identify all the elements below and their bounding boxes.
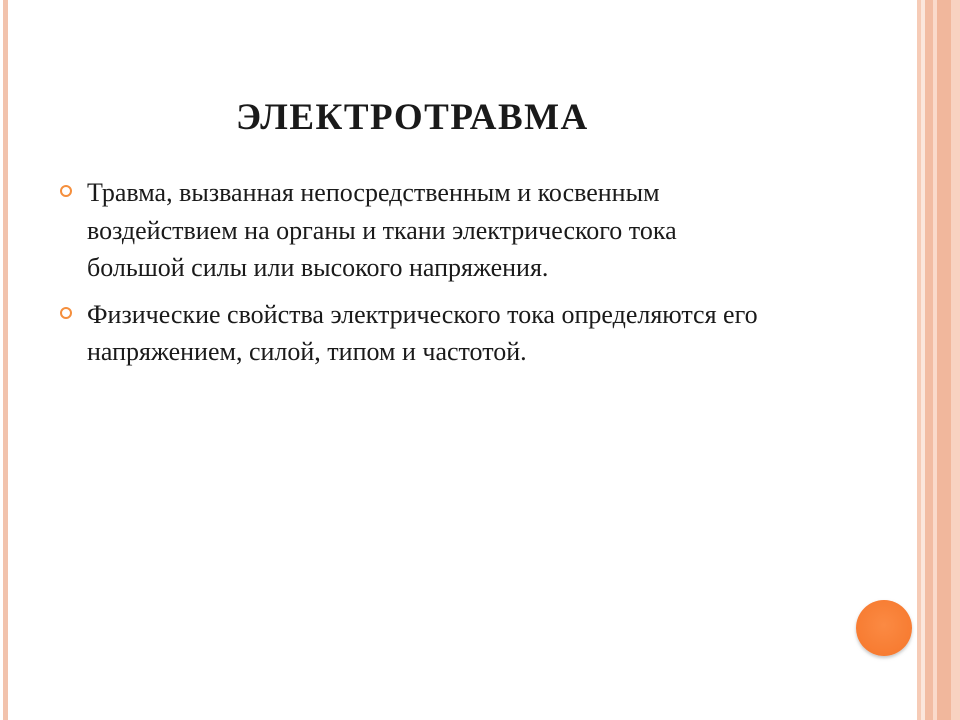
bullet-list (60, 174, 780, 380)
decorative-stripe (937, 0, 951, 720)
ring-bullet-icon (60, 307, 72, 319)
ring-bullet-icon (60, 185, 72, 197)
bullet-item (60, 296, 780, 371)
slide-title: ЭЛЕКТРОТРАВМА (236, 97, 589, 138)
decorative-stripe (925, 0, 933, 720)
decorative-stripe (951, 0, 960, 720)
bullet-text: Травма, вызванная непосредственным и косвенным воздействием на органы и ткани электрического тока большой силы или высокого напряжения. (87, 178, 677, 282)
decorative-orange-circle (856, 600, 912, 656)
left-border-line (3, 0, 8, 720)
bullet-item (60, 174, 780, 287)
bullet-text: Физические свойства электрического тока определяются его напряжением, силой, типом и частотой. (87, 299, 758, 366)
